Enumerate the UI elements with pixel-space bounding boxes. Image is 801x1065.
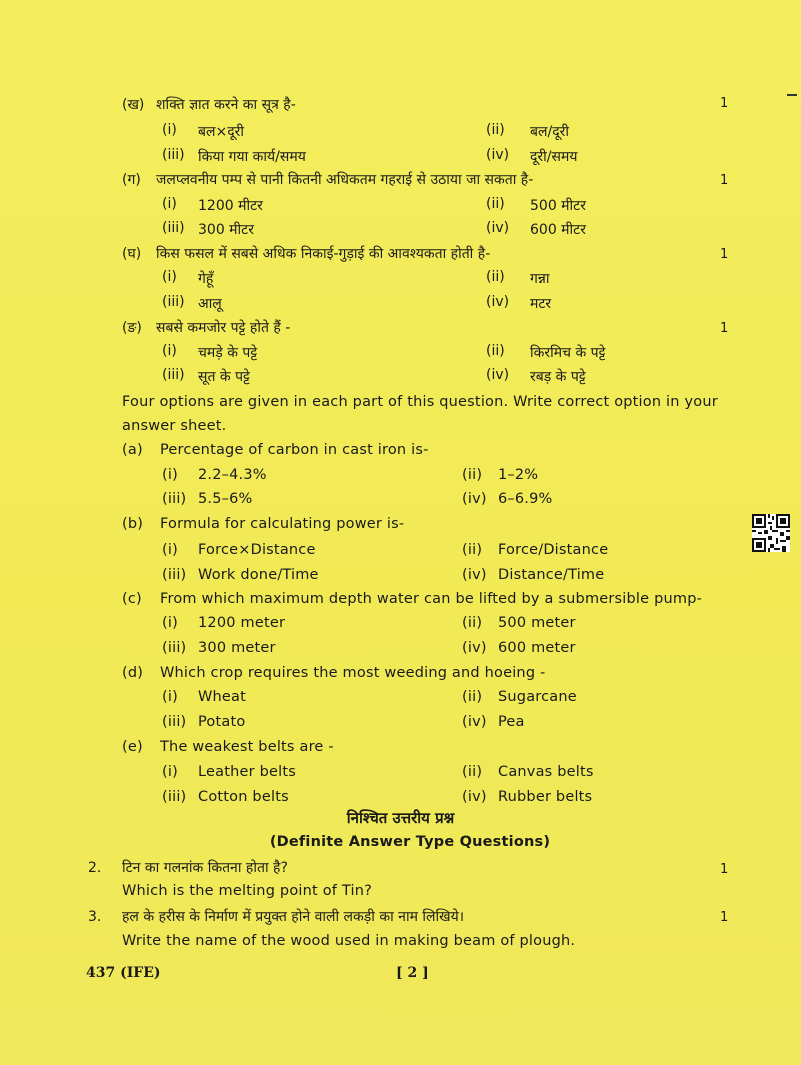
option-text: आलू [198, 296, 222, 312]
option-text: गन्ना [530, 271, 550, 287]
option-text: बल×दूरी [198, 124, 245, 140]
option-label: (iii) [162, 567, 187, 583]
option-text: 1200 meter [198, 615, 286, 631]
option-label: (i) [162, 467, 178, 483]
question-kha-mark: 1 [720, 96, 729, 111]
edge-mark [787, 94, 797, 96]
question-kha-text: शक्ति ज्ञात करने का सूत्र है- [156, 97, 296, 113]
option-text: Work done/Time [198, 567, 319, 583]
question-d-label: (d) [122, 665, 144, 681]
option-label: (i) [162, 122, 177, 138]
option-label: (iv) [462, 491, 487, 507]
option-text: 6–6.9% [498, 491, 553, 507]
option-label: (i) [162, 615, 178, 631]
question-a-text: Percentage of carbon in cast iron is- [160, 442, 429, 458]
option-label: (iii) [162, 640, 187, 656]
option-text: Canvas belts [498, 764, 594, 780]
question-c-text: From which maximum depth water can be lifted by a submersible pump- [160, 591, 703, 607]
option-label: (ii) [462, 542, 483, 558]
option-text: 300 meter [198, 640, 276, 656]
option-text: चमड़े के पट्टे [198, 345, 258, 361]
option-label: (i) [162, 689, 178, 705]
question-3-mark: 1 [720, 910, 729, 925]
option-label: (i) [162, 343, 177, 359]
option-label: (iii) [162, 294, 185, 310]
option-text: मटर [530, 296, 552, 312]
option-text: रबड़ के पट्टे [530, 369, 586, 385]
option-text: 300 मीटर [198, 222, 254, 238]
option-text: 1200 मीटर [198, 198, 263, 214]
option-text: 500 मीटर [530, 198, 586, 214]
option-label: (i) [162, 269, 177, 285]
question-b-text: Formula for calculating power is- [160, 516, 405, 532]
option-text: Rubber belts [498, 789, 593, 805]
option-text: Wheat [198, 689, 247, 705]
question-ga-mark: 1 [720, 173, 729, 188]
option-text: Pea [498, 714, 525, 730]
option-text: 1–2% [498, 467, 539, 483]
question-2-english: Which is the melting point of Tin? [122, 883, 373, 899]
option-label: (iv) [486, 220, 510, 236]
option-text: Distance/Time [498, 567, 605, 583]
option-text: 2.2–4.3% [198, 467, 267, 483]
option-label: (iii) [162, 367, 185, 383]
option-label: (i) [162, 542, 178, 558]
paper-code: 437 (IFE) [86, 965, 161, 981]
question-gha-mark: 1 [720, 247, 729, 262]
section-heading-hindi: निश्चित उत्तरीय प्रश्न [346, 809, 455, 827]
option-text: किया गया कार्य/समय [198, 149, 306, 165]
option-text: दूरी/समय [530, 149, 578, 165]
question-c-label: (c) [122, 591, 142, 607]
option-text: Sugarcane [498, 689, 577, 705]
option-label: (ii) [486, 343, 505, 359]
question-gha-label: (घ) [122, 246, 142, 262]
option-text: 500 meter [498, 615, 576, 631]
question-e-text: The weakest belts are - [160, 739, 334, 755]
english-intro-line2: answer sheet. [122, 418, 227, 434]
option-text: बल/दूरी [530, 124, 569, 140]
question-3-english: Write the name of the wood used in making beam of plough. [122, 933, 576, 949]
option-text: 600 मीटर [530, 222, 586, 238]
option-label: (i) [162, 764, 178, 780]
question-nga-text: सबसे कमजोर पट्टे होते हैं - [156, 320, 291, 336]
option-text: किरमिच के पट्टे [530, 345, 606, 361]
option-text: 5.5–6% [198, 491, 253, 507]
option-label: (ii) [462, 467, 483, 483]
option-text: Cotton belts [198, 789, 289, 805]
question-gha-text: किस फसल में सबसे अधिक निकाई-गुड़ाई की आवश्यकता होती है- [156, 246, 491, 262]
option-label: (iv) [462, 567, 487, 583]
option-text: सूत के पट्टे [198, 369, 250, 385]
question-3-hindi: हल के हरीस के निर्माण में प्रयुक्त होने वाली लकड़ी का नाम लिखिये। [122, 909, 465, 925]
question-nga-mark: 1 [720, 321, 729, 336]
question-b-label: (b) [122, 516, 144, 532]
question-3-number: 3. [88, 909, 102, 925]
option-text: गेहूँ [198, 271, 214, 287]
option-label: (ii) [486, 269, 505, 285]
option-label: (ii) [486, 196, 505, 212]
option-text: Potato [198, 714, 246, 730]
option-label: (iii) [162, 220, 185, 236]
page-number: [ 2 ] [396, 965, 429, 981]
option-label: (ii) [462, 764, 483, 780]
question-ga-label: (ग) [122, 172, 141, 188]
option-label: (iv) [486, 147, 510, 163]
option-label: (iii) [162, 789, 187, 805]
question-nga-label: (ङ) [122, 320, 142, 336]
option-label: (iv) [462, 714, 487, 730]
option-label: (iv) [462, 789, 487, 805]
question-2-hindi: टिन का गलनांक कितना होता है? [122, 860, 288, 876]
question-2-mark: 1 [720, 862, 729, 877]
option-label: (ii) [462, 689, 483, 705]
option-text: Leather belts [198, 764, 296, 780]
option-label: (iii) [162, 491, 187, 507]
option-label: (i) [162, 196, 177, 212]
option-label: (iv) [462, 640, 487, 656]
question-e-label: (e) [122, 739, 143, 755]
option-label: (ii) [462, 615, 483, 631]
option-label: (iii) [162, 714, 187, 730]
option-label: (iv) [486, 367, 510, 383]
question-d-text: Which crop requires the most weeding and hoeing - [160, 665, 546, 681]
question-a-label: (a) [122, 442, 143, 458]
question-ga-text: जलप्लवनीय पम्प से पानी कितनी अधिकतम गहराई से उठाया जा सकता है- [156, 172, 534, 188]
option-label: (iii) [162, 147, 185, 163]
english-intro-line1: Four options are given in each part of this question. Write correct option in your [122, 394, 718, 410]
option-label: (iv) [486, 294, 510, 310]
qr-code [752, 514, 790, 552]
option-label: (ii) [486, 122, 505, 138]
option-text: Force/Distance [498, 542, 609, 558]
question-2-number: 2. [88, 860, 102, 876]
option-text: 600 meter [498, 640, 576, 656]
question-kha-label: (ख) [122, 97, 145, 113]
option-text: Force×Distance [198, 542, 316, 558]
section-heading-english: (Definite Answer Type Questions) [269, 834, 551, 850]
